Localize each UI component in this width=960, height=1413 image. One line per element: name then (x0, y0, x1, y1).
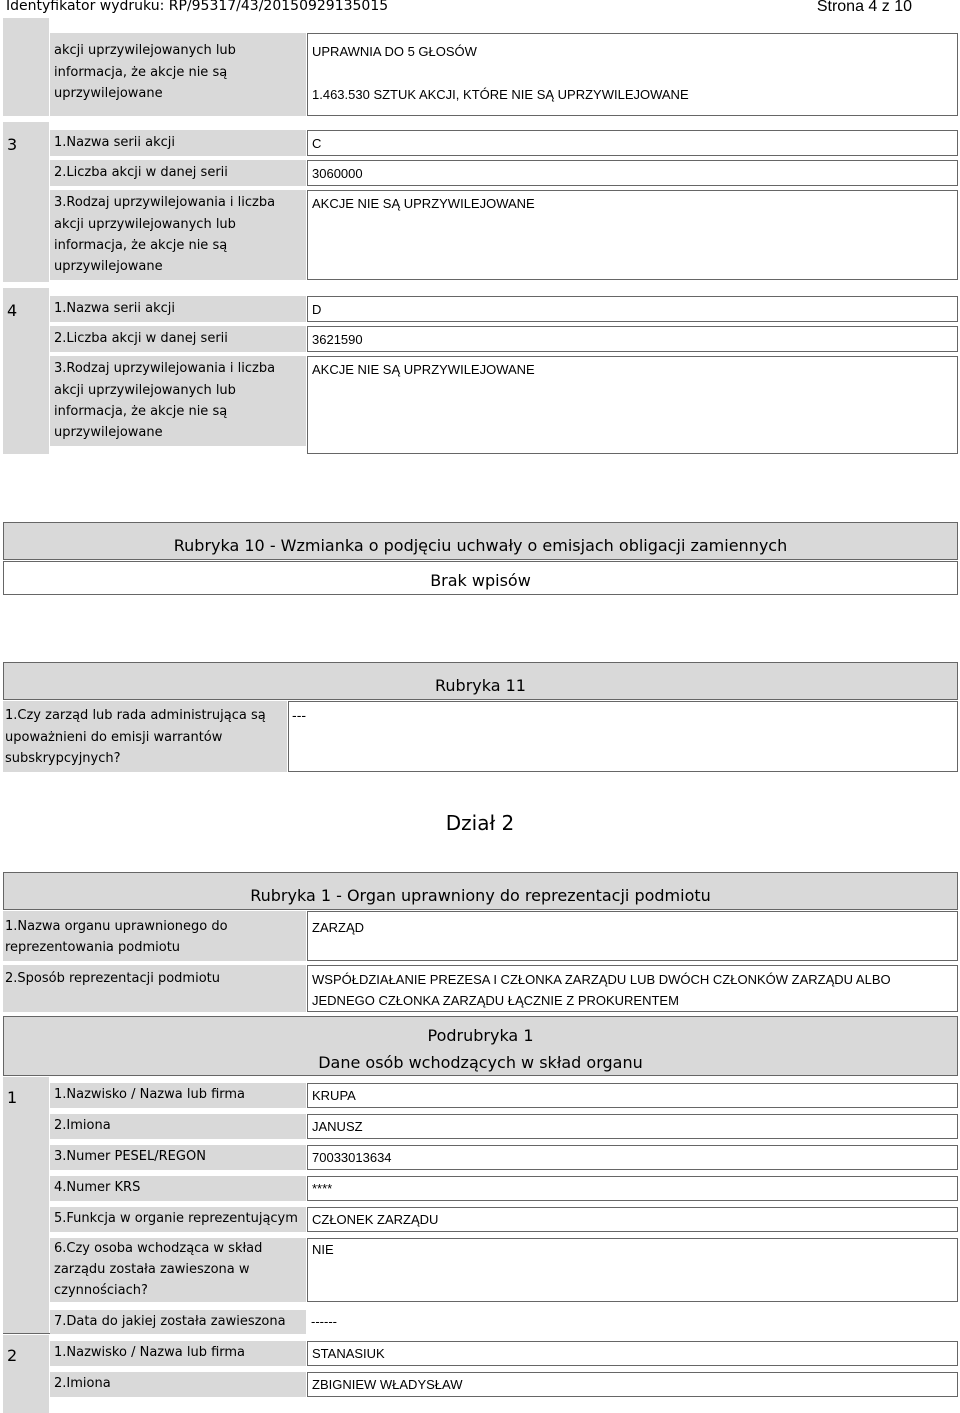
series-count-value (307, 160, 958, 186)
person-field-value-text: **** (312, 1181, 333, 1196)
person-field-value (307, 1145, 958, 1170)
person-field-label-text: 5.Funkcja w organie reprezentującym (54, 1211, 298, 1226)
series-name-label-text: 1.Nazwa serii akcji (54, 135, 175, 150)
person-field-label (50, 1238, 306, 1302)
person-number: 1 (7, 1088, 18, 1107)
person-field-label-text: 2.Imiona (54, 1376, 111, 1391)
method-value-line: JEDNEGO CZŁONKA ZARZĄDU ŁĄCZNIE Z PROKURENTEM (312, 993, 679, 1008)
series-number-cell (3, 122, 49, 282)
person-field-label (50, 1372, 306, 1397)
person-field-label-line: zarządu została zawieszona w (54, 1262, 250, 1277)
rubryka-1-title: Rubryka 1 - Organ uprawniony do reprezentacji podmiotu (250, 886, 711, 905)
series-kind-label-line: informacja, że akcje nie są (54, 404, 228, 419)
rubryka-11-question-line: upoważnieni do emisji warrantów (5, 730, 223, 745)
person-field-label (50, 1083, 306, 1108)
person-field-value-text: ------ (311, 1314, 337, 1329)
series-kind-label (50, 356, 306, 446)
page-number: Strona 4 z 10 (816, 0, 912, 15)
series-name-value (307, 130, 958, 156)
method-label-cell (3, 965, 306, 1012)
series-count-value-text: 3621590 (312, 332, 363, 347)
series-name-label (50, 296, 306, 322)
series-name-value (307, 296, 958, 322)
person-field-label-text: 3.Numer PESEL/REGON (54, 1149, 206, 1164)
person-field-value (307, 1176, 958, 1201)
series-count-label (50, 326, 306, 352)
rubryka-10-header (3, 522, 958, 560)
series-kind-label-line: uprzywilejowane (54, 259, 163, 274)
series-count-value-text: 3060000 (312, 166, 363, 181)
top-label-line-3: uprzywilejowane (54, 86, 163, 101)
person-field-value-text: CZŁONEK ZARZĄDU (312, 1212, 439, 1227)
person-number-cell (3, 1335, 49, 1413)
method-value-line: WSPÓŁDZIAŁANIE PREZESA I CZŁONKA ZARZĄDU LUB DWÓCH CZŁONKÓW ZARZĄDU ALBO (312, 972, 891, 987)
top-value-line-1: UPRAWNIA DO 5 GŁOSÓW (312, 44, 477, 59)
person-field-value-text: KRUPA (312, 1088, 356, 1103)
person-field-label (50, 1207, 306, 1232)
rubryka-11-title: Rubryka 11 (435, 676, 526, 695)
row-number-cell (3, 18, 49, 116)
method-value-cell (307, 965, 958, 1012)
series-count-value (307, 326, 958, 352)
series-kind-value (307, 190, 958, 280)
person-field-value (307, 1341, 958, 1366)
person-field-label-text: 4.Numer KRS (54, 1180, 141, 1195)
person-field-value (307, 1372, 958, 1397)
person-field-value (307, 1207, 958, 1232)
rubryka-10-title: Rubryka 10 - Wzmianka o podjęciu uchwały o emisjach obligacji zamiennych (173, 536, 788, 555)
person-field-value (307, 1310, 958, 1334)
person-field-label-text: 1.Nazwisko / Nazwa lub firma (54, 1345, 246, 1360)
series-count-label-text: 2.Liczba akcji w danej serii (54, 165, 228, 180)
top-label-cell (50, 33, 306, 116)
series-number-cell (3, 288, 49, 454)
person-field-label (50, 1145, 306, 1170)
series-kind-label (50, 190, 306, 280)
podrubryka-title: Podrubryka 1 (427, 1026, 534, 1045)
series-kind-label-line: 3.Rodzaj uprzywilejowania i liczba (54, 361, 276, 376)
section-title: Dział 2 (445, 811, 515, 835)
person-number: 2 (7, 1346, 18, 1365)
podrubryka-subtitle: Dane osób wchodzących w skład organu (318, 1053, 643, 1072)
rubryka-11-header (3, 662, 958, 700)
series-kind-value-text: AKCJE NIE SĄ UPRZYWILEJOWANE (312, 196, 535, 211)
series-name-value-text: D (312, 302, 322, 317)
top-label-line-1: akcji uprzywilejowanych lub (54, 43, 236, 58)
series-kind-label-line: informacja, że akcje nie są (54, 238, 228, 253)
person-field-value-text: 70033013634 (312, 1150, 392, 1165)
person-field-label (50, 1114, 306, 1139)
top-label-line-2: informacja, że akcje nie są (54, 65, 228, 80)
series-number: 4 (7, 301, 18, 320)
person-field-value-text: STANASIUK (312, 1346, 385, 1361)
person-field-label (50, 1176, 306, 1201)
series-kind-value (307, 356, 958, 454)
organ-value: ZARZĄD (312, 920, 364, 935)
organ-label-line: 1.Nazwa organu uprawnionego do (5, 919, 228, 934)
series-count-label-text: 2.Liczba akcji w danej serii (54, 331, 228, 346)
series-kind-value-text: AKCJE NIE SĄ UPRZYWILEJOWANE (312, 362, 535, 377)
rubryka-11-question-cell (3, 701, 287, 772)
organ-label-cell (3, 911, 306, 961)
person-field-label-line: 6.Czy osoba wchodząca w skład (54, 1241, 263, 1256)
top-value-cell (307, 33, 958, 116)
rubryka-11-answer: --- (292, 709, 307, 724)
organ-label-line: reprezentowania podmiotu (5, 940, 181, 955)
series-name-label (50, 130, 306, 156)
organ-value-cell (307, 911, 958, 961)
person-field-label (50, 1341, 306, 1366)
person-field-label-text: 7.Data do jakiej została zawieszona (54, 1314, 286, 1329)
series-name-value-text: C (312, 136, 322, 151)
person-field-value-text: JANUSZ (312, 1119, 363, 1134)
person-field-value (307, 1114, 958, 1139)
rubryka-10-empty: Brak wpisów (430, 571, 531, 590)
series-name-label-text: 1.Nazwa serii akcji (54, 301, 175, 316)
series-kind-label-line: akcji uprzywilejowanych lub (54, 383, 236, 398)
series-kind-label-line: 3.Rodzaj uprzywilejowania i liczba (54, 195, 276, 210)
person-field-value (307, 1238, 958, 1302)
print-header (0, 0, 960, 18)
rubryka-11-answer-cell (288, 701, 958, 772)
podrubryka-header (3, 1016, 958, 1076)
rubryka-11-question-line: 1.Czy zarząd lub rada administrująca są (5, 708, 266, 723)
rubryka-1-header (3, 872, 958, 910)
method-label: 2.Sposób reprezentacji podmiotu (5, 971, 220, 986)
person-number-cell (3, 1077, 49, 1333)
person-field-value-text: ZBIGNIEW WŁADYSŁAW (312, 1377, 463, 1392)
series-kind-label-line: uprzywilejowane (54, 425, 163, 440)
print-identifier: Identyfikator wydruku: RP/95317/43/20150929135015 (6, 0, 389, 14)
series-number: 3 (7, 135, 18, 154)
person-field-value (307, 1083, 958, 1108)
person-field-label (50, 1310, 306, 1334)
series-kind-label-line: akcji uprzywilejowanych lub (54, 217, 236, 232)
top-value-line-2: 1.463.530 SZTUK AKCJI, KTÓRE NIE SĄ UPRZYWILEJOWANE (312, 87, 689, 102)
rubryka-10-body (3, 561, 958, 595)
series-count-label (50, 160, 306, 186)
person-field-label-text: 2.Imiona (54, 1118, 111, 1133)
person-field-value-text: NIE (312, 1242, 334, 1257)
person-field-label-text: 1.Nazwisko / Nazwa lub firma (54, 1087, 246, 1102)
rubryka-11-question-line: subskrypcyjnych? (5, 751, 121, 766)
person-field-label-line: czynnościach? (54, 1283, 148, 1298)
